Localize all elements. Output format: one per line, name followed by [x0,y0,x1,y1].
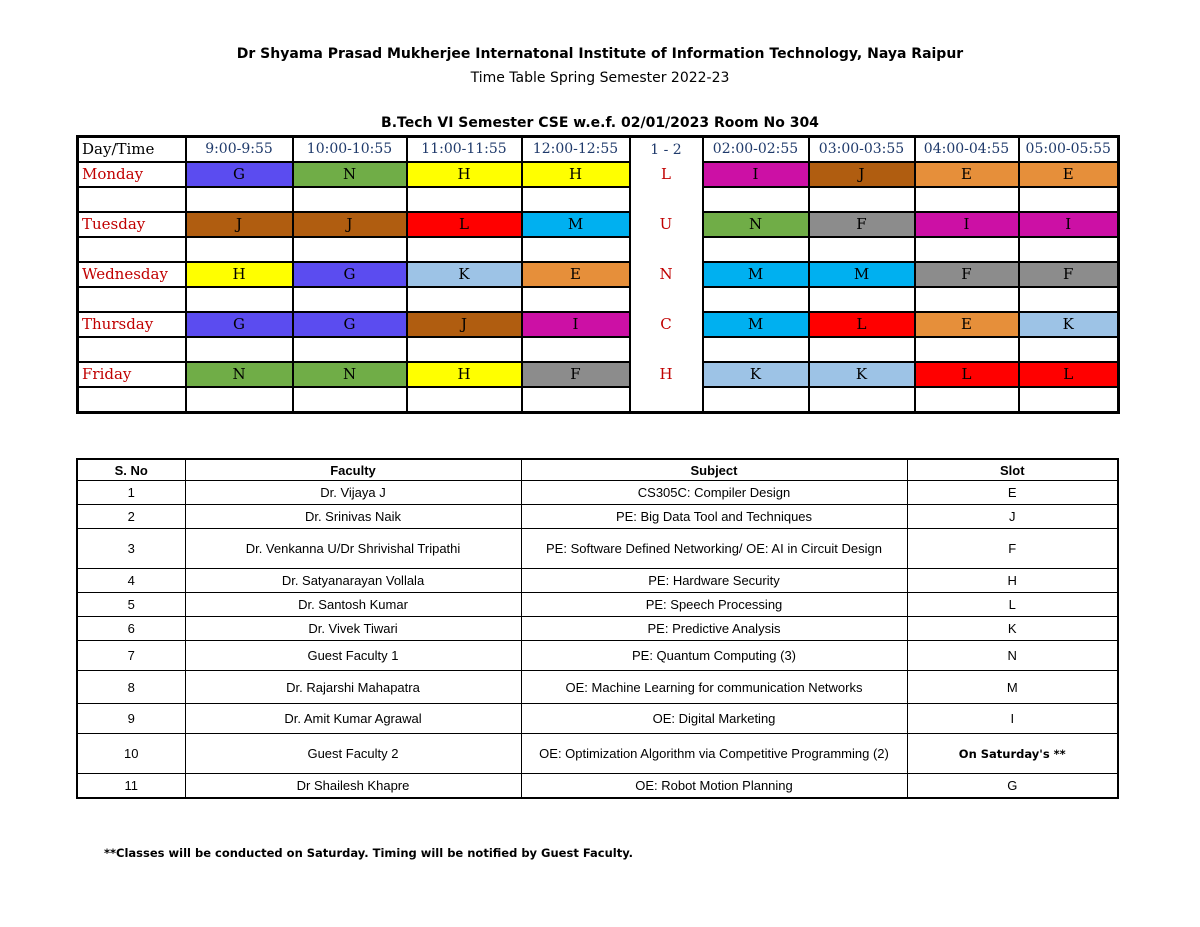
slot-cell: N [907,641,1118,671]
blank-cell [186,337,293,362]
faculty-row [77,734,1118,774]
lunch-cell: U [630,212,703,237]
day-label: Monday [78,162,186,187]
subject-cell: OE: Robot Motion Planning [521,774,907,798]
slot-cell: J [809,162,915,187]
faculty-cell: Guest Faculty 2 [185,734,521,774]
sno-cell: 11 [77,774,185,798]
class-info: B.Tech VI Semester CSE w.e.f. 02/01/2023 Room No 304 [381,115,819,131]
lunch-cell [630,287,703,312]
sno-cell: 2 [77,505,185,529]
faculty-row [77,593,1118,617]
slot-cell: J [186,212,293,237]
blank-cell [78,237,186,262]
slot-cell: M [703,262,809,287]
day-row [78,362,1119,387]
blank-cell [522,337,630,362]
slot-cell: K [907,617,1118,641]
blank-cell [809,287,915,312]
slot-cell: I [703,162,809,187]
blank-cell [78,387,186,413]
slot-cell: H [407,362,522,387]
slot-cell: M [522,212,630,237]
blank-row [78,287,1119,312]
subject-cell: OE: Digital Marketing [521,704,907,734]
faculty-table-header [77,459,1118,481]
slot-cell: G [293,312,407,337]
time-header: 11:00-11:55 [407,137,522,163]
blank-cell [915,387,1019,413]
slot-cell: F [522,362,630,387]
faculty-cell: Dr. Amit Kumar Agrawal [185,704,521,734]
blank-cell [407,387,522,413]
subject-cell: PE: Hardware Security [521,569,907,593]
day-label: Wednesday [78,262,186,287]
time-header: 12:00-12:55 [522,137,630,163]
slot-cell: K [1019,312,1119,337]
blank-cell [293,187,407,212]
faculty-row [77,529,1118,569]
timetable-grid [76,135,1120,414]
slot-cell: J [907,505,1118,529]
slot-cell: J [407,312,522,337]
blank-cell [1019,287,1119,312]
sno-cell: 8 [77,671,185,704]
blank-cell [186,237,293,262]
subject-cell: OE: Machine Learning for communication Networks [521,671,907,704]
blank-cell [407,287,522,312]
blank-cell [293,337,407,362]
slot-cell: On Saturday's ** [907,734,1118,774]
slot-cell: G [186,162,293,187]
slot-cell: G [293,262,407,287]
faculty-row [77,617,1118,641]
blank-row [78,237,1119,262]
faculty-row [77,704,1118,734]
day-label: Friday [78,362,186,387]
time-header: 9:00-9:55 [186,137,293,163]
lunch-cell [630,387,703,413]
blank-cell [293,237,407,262]
blank-cell [293,387,407,413]
lunch-cell: H [630,362,703,387]
slot-cell: F [809,212,915,237]
slot-cell: K [703,362,809,387]
sno-cell: 5 [77,593,185,617]
blank-cell [186,387,293,413]
blank-cell [703,337,809,362]
blank-cell [809,387,915,413]
lunch-cell: C [630,312,703,337]
slot-cell: M [809,262,915,287]
slot-cell: E [915,162,1019,187]
blank-cell [522,387,630,413]
blank-cell [703,237,809,262]
faculty-cell: Dr. Santosh Kumar [185,593,521,617]
faculty-cell: Dr. Rajarshi Mahapatra [185,671,521,704]
faculty-row [77,774,1118,798]
sno-cell: 4 [77,569,185,593]
sno-cell: 10 [77,734,185,774]
day-row [78,262,1119,287]
subject-cell: CS305C: Compiler Design [521,481,907,505]
slot-cell: L [915,362,1019,387]
slot-cell: J [293,212,407,237]
subject-cell: PE: Speech Processing [521,593,907,617]
slot-cell: H [407,162,522,187]
slot-cell: L [809,312,915,337]
lunch-cell [630,187,703,212]
time-header: 05:00-05:55 [1019,137,1119,163]
lunch-cell: N [630,262,703,287]
blank-cell [915,337,1019,362]
slot-cell: N [186,362,293,387]
slot-cell: F [907,529,1118,569]
time-header: 03:00-03:55 [809,137,915,163]
corner-label: Day/Time [78,137,186,163]
slot-cell: N [703,212,809,237]
faculty-cell: Dr. Vivek Tiwari [185,617,521,641]
day-label: Tuesday [78,212,186,237]
faculty-cell: Dr. Srinivas Naik [185,505,521,529]
blank-cell [703,287,809,312]
blank-cell [1019,237,1119,262]
slot-cell: I [915,212,1019,237]
blank-cell [1019,187,1119,212]
slot-cell: M [907,671,1118,704]
blank-cell [703,387,809,413]
timetable-header-row [78,137,1119,163]
blank-row [78,337,1119,362]
blank-cell [407,337,522,362]
slot-cell: F [915,262,1019,287]
slot-cell: E [1019,162,1119,187]
col-subject-header: Subject [521,459,907,481]
faculty-row [77,671,1118,704]
subject-cell: OE: Optimization Algorithm via Competitive Programming (2) [521,734,907,774]
col-faculty-header: Faculty [185,459,521,481]
slot-cell: I [522,312,630,337]
col-sno-header: S. No [77,459,185,481]
blank-cell [703,187,809,212]
blank-cell [78,337,186,362]
slot-cell: F [1019,262,1119,287]
slot-cell: H [907,569,1118,593]
sno-cell: 6 [77,617,185,641]
slot-cell: E [522,262,630,287]
slot-cell: L [1019,362,1119,387]
blank-cell [78,287,186,312]
lunch-cell [630,237,703,262]
day-row [78,312,1119,337]
day-label: Thursday [78,312,186,337]
blank-cell [809,237,915,262]
sno-cell: 9 [77,704,185,734]
lunch-cell [630,337,703,362]
blank-cell [186,287,293,312]
blank-cell [809,187,915,212]
sno-cell: 1 [77,481,185,505]
blank-cell [915,187,1019,212]
slot-cell: E [915,312,1019,337]
lunch-cell: L [630,162,703,187]
slot-cell: K [809,362,915,387]
footnote: **Classes will be conducted on Saturday. Timing will be notified by Guest Faculty. [104,846,634,860]
blank-cell [915,287,1019,312]
time-header: 1 - 2 [630,137,703,163]
slot-cell: H [522,162,630,187]
faculty-cell: Dr. Venkanna U/Dr Shrivishal Tripathi [185,529,521,569]
blank-cell [522,237,630,262]
faculty-cell: Dr. Vijaya J [185,481,521,505]
slot-cell: M [703,312,809,337]
blank-cell [78,187,186,212]
slot-cell: E [907,481,1118,505]
day-row [78,162,1119,187]
semester-subtitle: Time Table Spring Semester 2022-23 [470,70,730,86]
slot-cell: G [186,312,293,337]
subject-cell: PE: Software Defined Networking/ OE: AI in Circuit Design [521,529,907,569]
day-row [78,212,1119,237]
blank-cell [522,187,630,212]
faculty-cell: Dr. Satyanarayan Vollala [185,569,521,593]
blank-cell [1019,337,1119,362]
slot-cell: L [407,212,522,237]
faculty-row [77,569,1118,593]
institute-title: Dr Shyama Prasad Mukherjee Internatonal Institute of Information Technology, Naya Raipur [236,46,964,62]
blank-cell [809,337,915,362]
faculty-row [77,481,1118,505]
blank-cell [522,287,630,312]
subject-cell: PE: Big Data Tool and Techniques [521,505,907,529]
slot-cell: I [907,704,1118,734]
slot-cell: G [907,774,1118,798]
sno-cell: 3 [77,529,185,569]
time-header: 10:00-10:55 [293,137,407,163]
time-header: 04:00-04:55 [915,137,1019,163]
slot-cell: N [293,162,407,187]
faculty-cell: Dr Shailesh Khapre [185,774,521,798]
faculty-cell: Guest Faculty 1 [185,641,521,671]
blank-row [78,187,1119,212]
slot-cell: N [293,362,407,387]
blank-cell [407,187,522,212]
slot-cell: K [407,262,522,287]
blank-cell [407,237,522,262]
subject-cell: PE: Predictive Analysis [521,617,907,641]
blank-cell [1019,387,1119,413]
col-slot-header: Slot [907,459,1118,481]
faculty-row [77,505,1118,529]
sno-cell: 7 [77,641,185,671]
slot-cell: L [907,593,1118,617]
slot-cell: H [186,262,293,287]
slot-cell: I [1019,212,1119,237]
time-header: 02:00-02:55 [703,137,809,163]
blank-row [78,387,1119,413]
blank-cell [293,287,407,312]
faculty-row [77,641,1118,671]
blank-cell [186,187,293,212]
subject-cell: PE: Quantum Computing (3) [521,641,907,671]
blank-cell [915,237,1019,262]
faculty-table [76,458,1119,799]
